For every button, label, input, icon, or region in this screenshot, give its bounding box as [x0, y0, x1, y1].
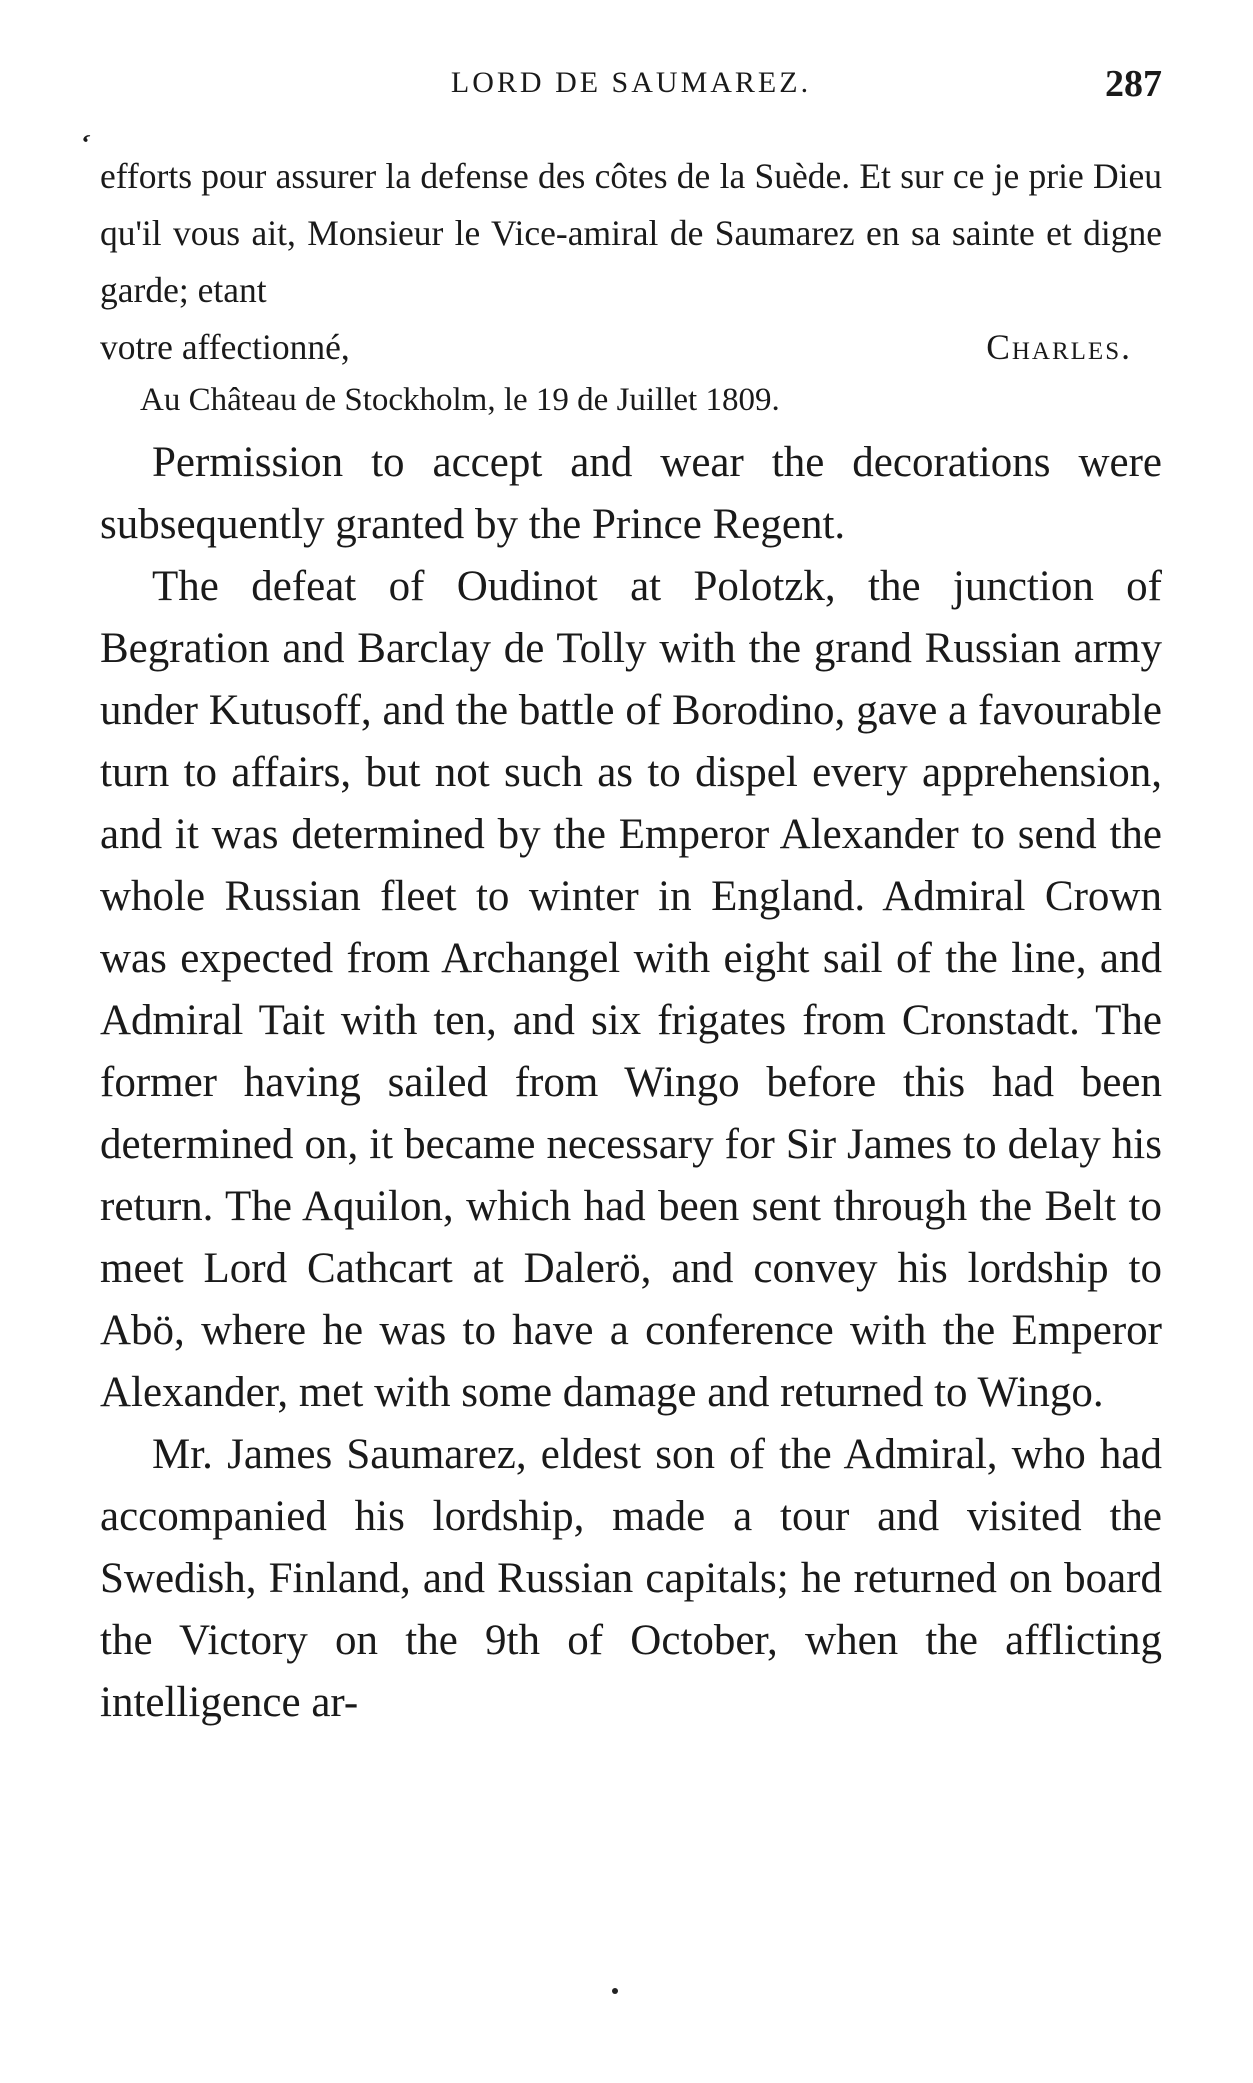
letter-signature: Charles. [986, 327, 1132, 367]
letter-closing: votre affectionné, [100, 327, 350, 367]
letter-dateline: Au Château de Stockholm, le 19 de Juillet 1809. [140, 382, 780, 418]
paragraph: Mr. James Saumarez, eldest son of the Admiral, who had accompanied his lordship, made a tour and visited the Swedish, Finland, and Russian capitals; he returned on board the Victory on the 9th of October, when the afflicting intelligence ar- [100, 1431, 1162, 1726]
letter-closing-line [100, 319, 1162, 376]
bottom-dot [612, 1988, 618, 1994]
paragraph: Permission to accept and wear the decorations were subsequently granted by the Prince Regent. [100, 439, 1162, 548]
page-number: 287 [1105, 63, 1162, 105]
paragraph: The defeat of Oudinot at Polotzk, the junction of Begration and Barclay de Tolly with the grand Russian army under Kutusoff, and the battle of Borodino, gave a favourable turn to affairs, but not such as to dispel every apprehension, and it was determined by the Emperor Alexander to send the whole Russian fleet to winter in England. Admiral Crown was expected from Archangel with eight sail of the line, and Admiral Tait with ten, and six frigates from Cronstadt. The former having sailed from Wingo before this had been determined on, it became necessary for Sir James to delay his return. The Aquilon, which had been sent through the Belt to meet Lord Cathcart at Dalerö, and convey his lordship to Abö, where he was to have a conference with the Emperor Alexander, met with some damage and returned to Wingo. [100, 563, 1162, 1416]
letter-excerpt [100, 148, 1162, 424]
running-title: LORD DE SAUMAREZ. [450, 66, 812, 99]
running-head [100, 62, 1162, 118]
letter-body: efforts pour assurer la defense des côtes de la Suède. Et sur ce je prie Dieu qu'il vous ait, Monsieur le Vice-amiral de Saumarez en sa sainte et digne garde; etant [100, 156, 1162, 310]
main-text [100, 432, 1162, 1734]
stray-mark: ‘ [75, 127, 94, 158]
